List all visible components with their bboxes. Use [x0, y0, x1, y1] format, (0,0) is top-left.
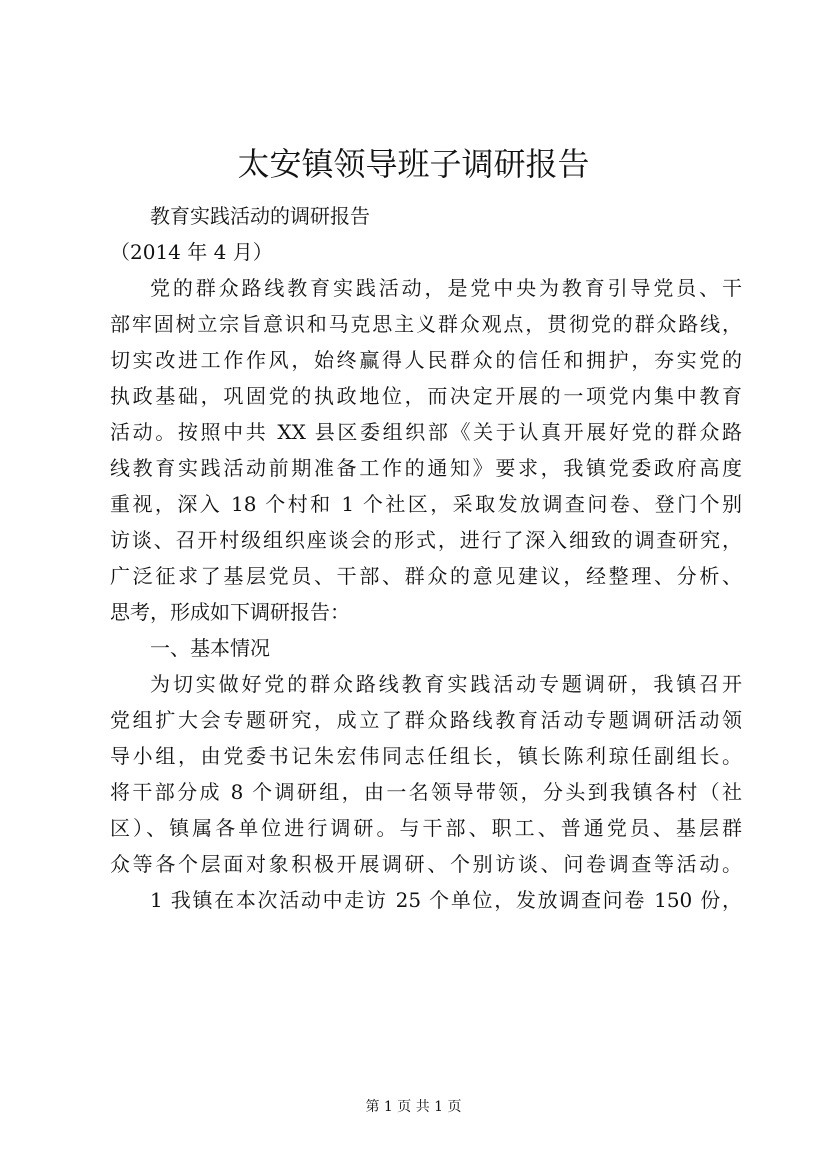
text-line: 1 我镇在本次活动中走访 25 个单位，发放调查问卷 150 份，: [150, 888, 742, 912]
paragraph-statistics: [110, 882, 742, 918]
document-body: [110, 198, 742, 918]
paragraph-intro: [110, 270, 742, 630]
page-footer: 第 1 页 共 1 页: [365, 1099, 462, 1115]
text-line: 切实改进工作作风，始终赢得人民群众的信任和拥护，夯实党的: [110, 348, 742, 372]
text-line: 导小组，由党委书记朱宏伟同志任组长，镇长陈利琼任副组长。: [110, 744, 742, 768]
text-line: 区）、镇属各单位进行调研。与干部、职工、普通党员、基层群: [110, 816, 742, 840]
document-subtitle: 教育实践活动的调研报告: [150, 204, 370, 228]
text-line: 广泛征求了基层党员、干部、群众的意见建议，经整理、分析、: [110, 564, 742, 588]
paragraph-basic-situation: [110, 666, 742, 882]
text-line: 众等各个层面对象积极开展调研、个别访谈、问卷调查等活动。: [110, 852, 742, 876]
text-line: 线教育实践活动前期准备工作的通知》要求，我镇党委政府高度: [110, 456, 742, 480]
text-line: 重视，深入 18 个村和 1 个社区，采取发放调查问卷、登门个别: [110, 492, 742, 516]
text-line: 将干部分成 8 个调研组，由一名领导带领，分头到我镇各村（社: [110, 780, 742, 804]
text-line: 思考，形成如下调研报告：: [110, 600, 350, 624]
text-line: 部牢固树立宗旨意识和马克思主义群众观点，贯彻党的群众路线，: [110, 312, 742, 336]
document-date: （2014 年 4 月）: [110, 240, 273, 264]
text-line: 党的群众路线教育实践活动，是党中央为教育引导党员、干: [150, 276, 742, 300]
document-title: 太安镇领导班子调研报告: [237, 145, 590, 183]
text-line: 党组扩大会专题研究，成立了群众路线教育活动专题调研活动领: [110, 708, 742, 732]
text-line: 访谈、召开村级组织座谈会的形式，进行了深入细致的调查研究，: [110, 528, 742, 552]
section-heading: 一、基本情况: [150, 636, 270, 660]
text-line: 执政基础，巩固党的执政地位，而决定开展的一项党内集中教育: [110, 384, 742, 408]
text-line: 活动。按照中共 XX 县区委组织部《关于认真开展好党的群众路: [110, 420, 742, 444]
text-line: 为切实做好党的群众路线教育实践活动专题调研，我镇召开: [150, 672, 742, 696]
